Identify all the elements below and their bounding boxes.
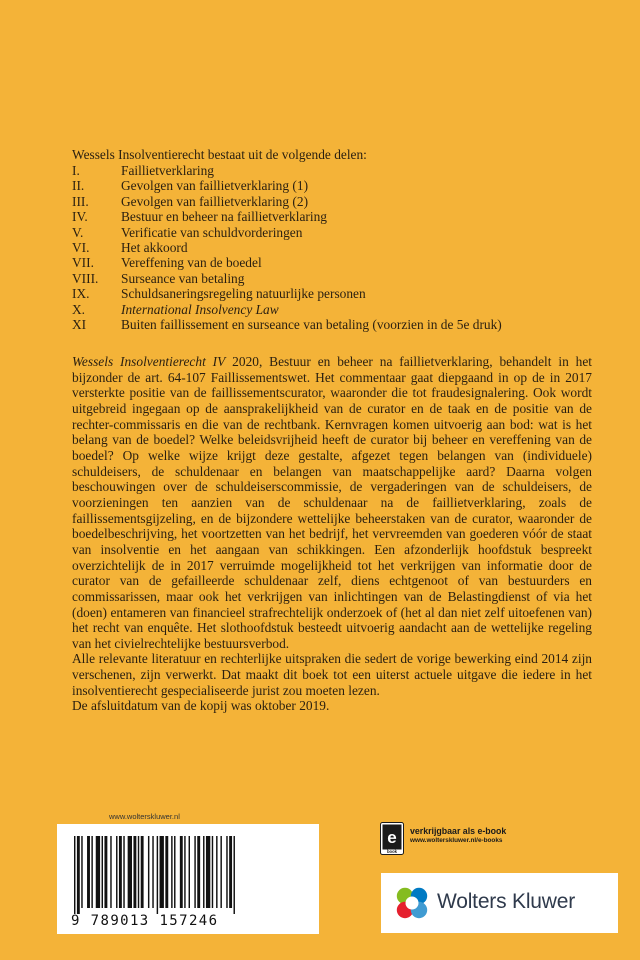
part-title: Bestuur en beheer na faillietverklaring (121, 209, 327, 225)
barcode-bar (141, 836, 144, 908)
part-item (72, 163, 612, 178)
part-item (72, 240, 612, 255)
part-number: III. (72, 193, 89, 209)
part-number: XI (72, 317, 87, 333)
barcode-bar (110, 836, 111, 908)
ebook-link[interactable]: www.wolterskluwer.nl/e-books (410, 837, 503, 844)
parts-list (72, 163, 612, 332)
barcode-bar (74, 836, 75, 914)
part-title: Het akkoord (121, 240, 188, 256)
summary-book-title: Wessels Insolventierecht IV (72, 354, 226, 369)
barcode-bar (220, 836, 221, 908)
part-item (72, 209, 612, 224)
part-item (72, 317, 612, 332)
barcode-bar (128, 836, 132, 908)
summary-paragraph-2: Alle relevante literatuur en rechterlijke uitspraken die sedert de vorige bewerking eind 2014 zijn verschenen, zijn verwerkt. Dat maakt dit boek tot een uiterst actuele uitgave die iedere in het insolventierecht gespecialiseerde jurist zou moeten lezen. (72, 651, 592, 698)
brand-name: Wolters Kluwer (437, 890, 576, 913)
svg-text:book: book (386, 849, 398, 855)
part-title: Schuldsaneringsregeling natuurlijke personen (121, 286, 366, 302)
svg-text:e: e (387, 828, 397, 847)
barcode-bar (212, 836, 213, 908)
barcode-bar (119, 836, 122, 908)
barcode-bar (165, 836, 168, 908)
part-title: Verificatie van schuldvorderingen (121, 224, 303, 240)
part-number: VII. (72, 255, 94, 271)
part-item (72, 225, 612, 240)
part-title: Vereffening van de boedel (121, 255, 262, 271)
barcode-bars (74, 836, 302, 914)
barcode-bar (180, 836, 183, 908)
barcode-bar (77, 836, 80, 914)
barcode-digits: 9 789013 157246 (71, 913, 219, 929)
part-title: Buiten faillissement en surseance van betaling (voorzien in de 5e druk) (121, 317, 502, 333)
barcode-bar (116, 836, 117, 908)
barcode-bar (81, 836, 82, 908)
barcode-bar (229, 836, 232, 908)
barcode-bar (138, 836, 139, 908)
barcode-bar (189, 836, 190, 908)
barcode-bar (174, 836, 175, 908)
barcode-bar (206, 836, 210, 908)
barcode-bar (226, 836, 227, 908)
barcode-bar (104, 836, 107, 908)
barcode-bar (157, 836, 158, 914)
part-title: Faillietverklaring (121, 163, 214, 178)
barcode-bar (234, 836, 235, 914)
barcode-bar (91, 836, 92, 908)
part-item (72, 194, 612, 209)
barcode-bar (148, 836, 149, 908)
barcode-bar (160, 836, 164, 908)
part-number: IV. (72, 209, 88, 225)
part-item (72, 178, 612, 193)
intro-text: Wessels Insolventierecht bestaat uit de volgende delen: (72, 147, 367, 162)
part-title: International Insolvency Law (121, 301, 279, 317)
ebook-line-1: verkrijgbaar als e-book (410, 826, 507, 836)
barcode-bar (87, 836, 90, 908)
part-title: Gevolgen van faillietverklaring (2) (121, 193, 309, 209)
wolters-kluwer-logo-icon (395, 886, 429, 920)
part-item (72, 286, 612, 301)
summary-paragraph-3: De afsluitdatum van de kopij was oktober 2019. (72, 698, 330, 714)
barcode-bar (96, 836, 100, 908)
barcode-bar (152, 836, 153, 908)
barcode-bar (133, 836, 136, 908)
publisher-url: www.wolterskluwer.nl (109, 812, 180, 821)
part-number: X. (72, 301, 86, 317)
barcode-bar (197, 836, 200, 908)
part-item (72, 271, 612, 286)
barcode-bar (184, 836, 185, 908)
part-number: IX. (72, 286, 90, 302)
part-number: VIII. (72, 270, 99, 286)
ebook-icon (380, 822, 404, 855)
part-item (72, 302, 612, 317)
part-title: Surseance van betaling (121, 270, 245, 286)
part-number: VI. (72, 240, 90, 256)
barcode-bar (123, 836, 124, 908)
part-item (72, 255, 612, 270)
barcode-bar (194, 836, 195, 908)
ebook-availability (410, 826, 506, 844)
publisher-brand (381, 873, 618, 933)
summary-body: 2020, Bestuur en beheer na faillietverklaring, behandelt in het bijzonder de art. 64-107 Faillissementswet. Het commentaar gaat diepgaand in op de in 2017 versterkte positie van de faillissementscurator, waaronder die tot fraudesignalering. Ook wordt uitgebreid ingegaan op de aansprakelijkheid van de curator en de taak en de positie van de rechter-commissaris en die van de rechtbank. Kernvragen komen uitvoerig aan bod: wat is het belang van de boedel? Welke beleidsvrijheid heeft de curator bij beheer en vereffening van de boedel? Op welke wijze krijgt deze gestalte, afgezet tegen belangen van (individuele) schuldeisers, de schuldenaar en belangen van maatschappelijke aard? Daarna volgen beschouwingen over de schuldeiserscommissie, de vergaderingen van de schuldeisers, de voorzieningen ten aanzien van de schuldenaar na de faillietverklaring, zoals de faillissementsgijzeling, en de bijzondere wettelijke beheerstaken van de curator, waaronder de boedelbeschrijving, het voortzetten van het bedrijf, het vervreemden van goederen vóór de staat van insolventie en het aangaan van schikkingen. Een afzonderlijk hoofdstuk bespreekt overzichtelijk de in 2017 verruimde mogelijkheid tot het verkrijgen van informatie door de curator van de gefailleerde schuldenaar zelf, diens echtgenoot of van bestuurders en commissarissen, maar ook het verkrijgen van inlichtingen van de Belastingdienst of via het (doen) entameren van financieel strafrechtelijk onderzoek of (het al dan niet zelf uitoefenen van) het recht van enquête. Het slothoofdstuk besteedt uitvoerig aandacht aan de wettelijke regeling van het civielrechtelijke bestuursverbod. (72, 354, 592, 651)
part-number: I. (72, 163, 80, 178)
barcode-bar (102, 836, 103, 908)
part-title: Gevolgen van faillietverklaring (1) (121, 178, 309, 194)
part-number: II. (72, 178, 85, 194)
part-number: V. (72, 224, 84, 240)
barcode-bar (171, 836, 172, 908)
barcode-bar (216, 836, 217, 908)
barcode-bar (203, 836, 204, 908)
summary-text (72, 354, 592, 714)
barcode (57, 824, 319, 934)
